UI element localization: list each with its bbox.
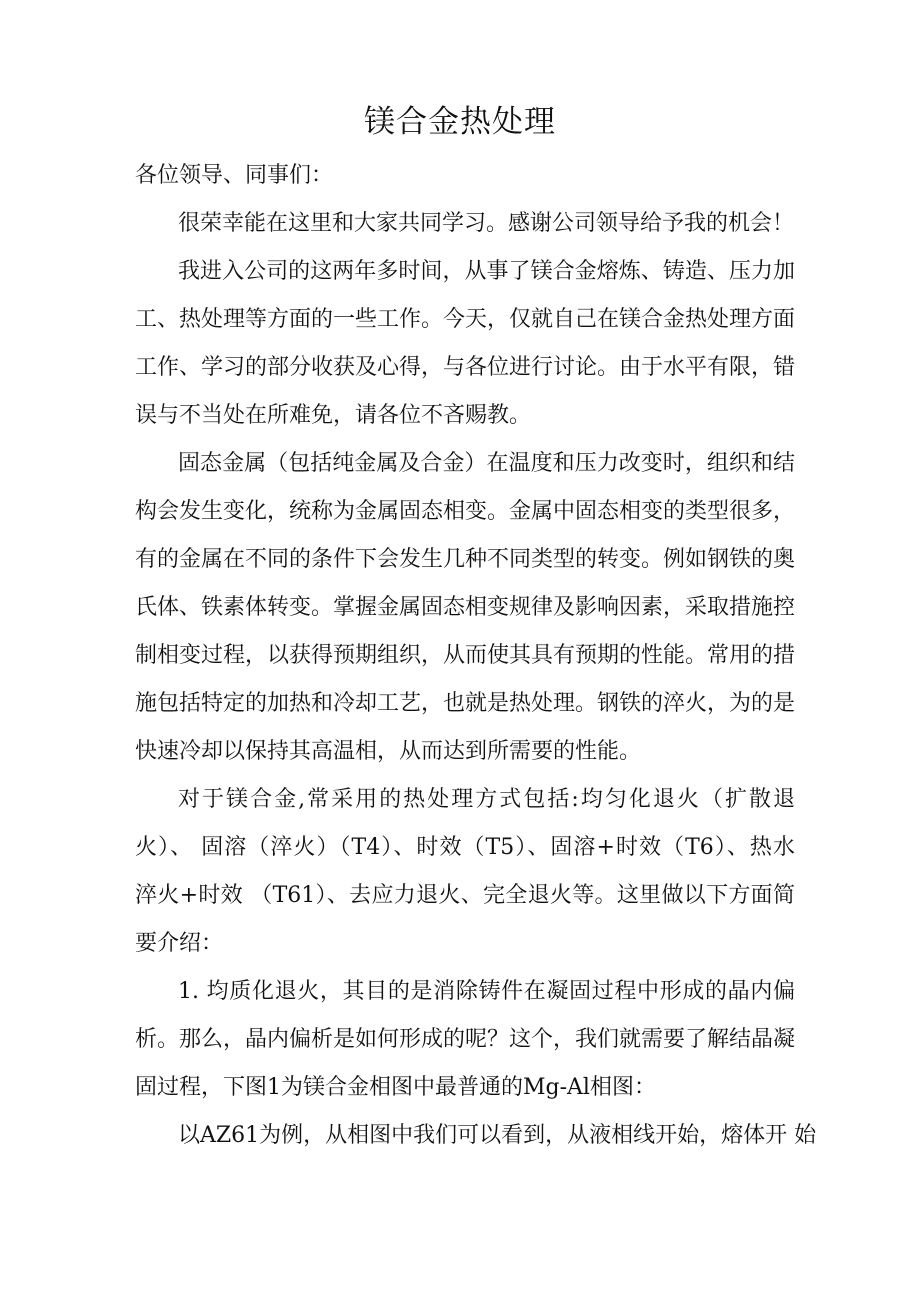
text-line: 构会发生变化，统称为金属固态相变。金属中固态相变的类型很多， [135,499,796,524]
text-line: 快速冷却以保持其高温相，从而达到所需要的性能。 [135,739,642,764]
text-line: 以AZ61为例，从相图中我们可以看到，从液相线开始，熔体开 始 [178,1123,817,1148]
text-line: 氏体、铁素体转变。掌握金属固态相变规律及影响因素，采取措施控 [135,595,796,620]
text-line: 制相变过程，以获得预期组织，从而使其具有预期的性能。常用的措 [135,643,796,668]
text-line: 有的金属在不同的条件下会发生几种不同类型的转变。例如钢铁的奥 [135,547,796,572]
document-title: 镁合金热处理 [364,104,556,140]
text-line: 施包括特定的加热和冷却工艺，也就是热处理。钢铁的淬火，为的是 [135,691,796,716]
text-line: 对于镁合金,常采用的热处理方式包括:均匀化退火（扩散退 [178,787,795,812]
text-line: 火）、 固溶（淬火）（T4）、时效（T5）、固溶+时效（T6）、热水 [135,835,795,860]
text-line: 工作、学习的部分收获及心得，与各位进行讨论。由于水平有限，错 [135,355,796,380]
text-line: 工、热处理等方面的一些工作。今天，仅就自己在镁合金热处理方面 [135,307,796,332]
text-line: 误与不当处在所难免，请各位不吝赐教。 [135,403,532,428]
text-line: 固过程，下图1为镁合金相图中最普通的Mg-Al相图： [135,1075,656,1100]
text-line: 淬火+时效 （T61）、去应力退火、完全退火等。这里做以下方面简 [135,883,795,908]
text-line: 很荣幸能在这里和大家共同学习。感谢公司领导给予我的机会！ [178,211,795,236]
text-line: 我进入公司的这两年多时间，从事了镁合金熔炼、铸造、压力加 [178,259,795,284]
text-line: 各位领导、同事们： [135,163,334,188]
text-line: 要介绍： [135,931,224,956]
text-line: 固态金属（包括纯金属及合金）在温度和压力改变时，组织和结 [178,451,795,476]
document-body [135,152,817,1160]
text-line: 1. 均质化退火，其目的是消除铸件在凝固过程中形成的晶内偏 [178,979,795,1004]
text-line: 析。那么，晶内偏析是如何形成的呢？这个，我们就需要了解结晶凝 [135,1027,796,1052]
